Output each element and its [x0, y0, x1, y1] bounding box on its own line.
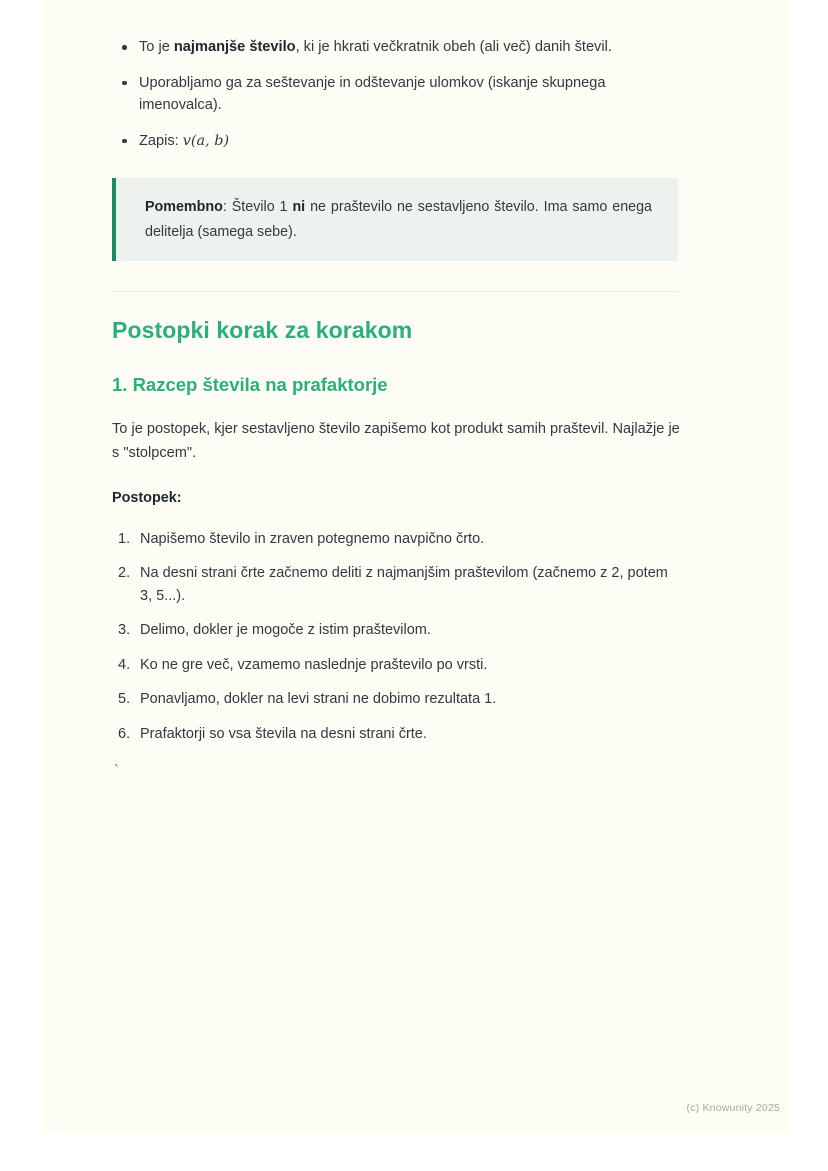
procedure-step-list — [112, 528, 678, 745]
procedure-label: Postopek: — [112, 490, 182, 506]
bullet-text-bold: najmanjše število — [173, 39, 296, 55]
definition-bullet-list — [112, 36, 678, 152]
callout-label: Pomembno — [145, 199, 223, 215]
list-item: Napišemo število in zraven potegnemo navpično črto. — [140, 531, 485, 547]
section-heading: 1. Razcep števila na prafaktorje — [112, 374, 388, 395]
list-item: Delimo, dokler je mogoče z istim praštevilom. — [140, 622, 431, 639]
callout-text-after: ne praštevilo ne sestavljeno število. Ima samo enega delitelja (samega sebe). — [145, 199, 652, 240]
callout-text-before: : Število 1 — [222, 199, 293, 215]
bullet-text-pre: To je — [139, 39, 174, 55]
copyright-footer: (c) Knowunity 2025 — [686, 1102, 780, 1114]
callout-emphasis: ni — [292, 199, 306, 215]
bullet-text-pre: Zapis: — [139, 132, 183, 149]
list-item — [112, 36, 678, 59]
section-divider — [112, 291, 678, 292]
list-item — [112, 72, 678, 117]
list-item: Na desni strani črte začnemo deliti z najmanjšim praštevilom (začnemo z 2, potem 3, 5...). — [140, 565, 668, 604]
bullet-text-post: , ki je hkrati večkratnik obeh (ali več) danih števil. — [295, 39, 612, 55]
list-item: Ko ne gre več, vzamemo naslednje praštevilo po vrsti. — [140, 656, 488, 673]
document-page — [42, 0, 790, 1133]
list-item — [112, 130, 678, 153]
math-notation: v(a, b) — [182, 132, 230, 149]
body-paragraph: To je postopek, kjer sestavljeno število zapišemo kot produkt samih praštevil. Najlažje je s "stolpcem". — [112, 421, 680, 461]
page-title: Postopki korak za korakom — [112, 317, 413, 343]
stray-backtick-artifact: ` — [113, 764, 121, 779]
important-callout — [112, 178, 678, 261]
callout-text — [145, 195, 652, 244]
list-item: Ponavljamo, dokler na levi strani ne dobimo rezultata 1. — [140, 691, 497, 708]
list-item: Prafaktorji so vsa števila na desni strani črte. — [140, 725, 427, 742]
bullet-text-pre: Uporabljamo ga za seštevanje in odštevanje ulomkov (iskanje skupnega imenovalca). — [139, 74, 606, 114]
